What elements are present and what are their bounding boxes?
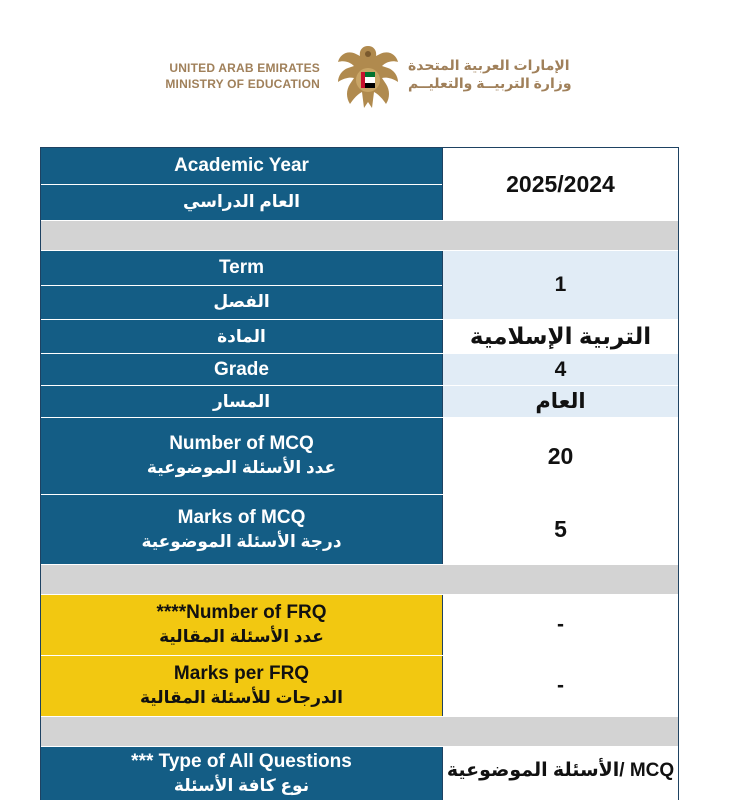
frq-marks-row bbox=[41, 656, 678, 717]
term-row bbox=[41, 251, 678, 320]
frq-marks-label-ar: الدرجات للأسئلة المقالية bbox=[139, 688, 344, 707]
grade-value-cell bbox=[442, 354, 678, 385]
table-spacer bbox=[41, 717, 678, 747]
ministry-header bbox=[0, 0, 731, 130]
frq-count-value-cell bbox=[442, 595, 678, 655]
table-spacer bbox=[41, 221, 678, 251]
mcq-marks-label bbox=[41, 495, 442, 564]
mcq-count-label-en: Number of MCQ bbox=[169, 433, 314, 454]
academic-year-row bbox=[41, 148, 678, 221]
question-type-label bbox=[41, 747, 442, 800]
mcq-marks-label-ar: درجة الأسئلة الموضوعية bbox=[141, 531, 342, 551]
mcq-count-row bbox=[41, 418, 678, 495]
grade-row bbox=[41, 354, 678, 386]
frq-marks-label-en: Marks per FRQ bbox=[173, 663, 310, 684]
frq-count-value: - bbox=[557, 613, 564, 636]
ministry-name-en: MINISTRY OF EDUCATION bbox=[165, 77, 320, 91]
term-label-ar: الفصل bbox=[41, 285, 442, 320]
track-label-ar: المسار bbox=[41, 386, 442, 417]
subject-row bbox=[41, 320, 678, 354]
frq-marks-value-cell bbox=[442, 656, 678, 716]
mcq-marks-row bbox=[41, 495, 678, 565]
subject-value: التربية الإسلامية bbox=[469, 323, 652, 349]
frq-count-label-ar: عدد الأسئلة المقالية bbox=[159, 627, 324, 646]
academic-year-value-cell bbox=[442, 148, 678, 220]
mcq-count-value-cell bbox=[442, 418, 678, 494]
subject-value-cell bbox=[442, 320, 678, 353]
track-row bbox=[41, 386, 678, 418]
mcq-marks-value: 5 bbox=[554, 516, 567, 542]
grade-value: 4 bbox=[554, 357, 567, 381]
mcq-count-label bbox=[41, 418, 442, 494]
term-label-en: Term bbox=[41, 251, 442, 285]
question-type-value: MCQ /الأسئلة الموضوعية bbox=[446, 760, 675, 781]
term-value: 1 bbox=[554, 273, 567, 296]
academic-year-label-ar: العام الدراسي bbox=[41, 184, 442, 221]
mcq-marks-value-cell bbox=[442, 495, 678, 564]
question-type-value-cell bbox=[442, 747, 678, 800]
exam-specification-table bbox=[40, 147, 679, 800]
ministry-name-english bbox=[128, 60, 320, 92]
academic-year-label-en: Academic Year bbox=[41, 148, 442, 184]
frq-marks-value: - bbox=[557, 674, 564, 697]
ministry-name-ar: وزارة التربيــة والتعليــم bbox=[408, 75, 572, 91]
frq-count-label-en: ****Number of FRQ bbox=[156, 602, 327, 623]
question-type-label-en: *** Type of All Questions bbox=[131, 751, 352, 772]
question-type-label-ar: نوع كافة الأسئلة bbox=[173, 776, 310, 795]
term-value-cell bbox=[442, 251, 678, 319]
mcq-count-label-ar: عدد الأسئلة الموضوعية bbox=[146, 458, 337, 477]
ministry-name-arabic bbox=[408, 56, 613, 92]
academic-year-value: 2025/2024 bbox=[506, 170, 615, 197]
uae-falcon-emblem-icon bbox=[334, 42, 402, 112]
track-value-cell bbox=[442, 386, 678, 417]
subject-label-ar: المادة bbox=[41, 320, 442, 353]
grade-label-en: Grade bbox=[41, 354, 442, 385]
mcq-count-value: 20 bbox=[547, 442, 574, 469]
country-name-ar: الإمارات العربية المتحدة bbox=[408, 57, 570, 73]
track-value: العام bbox=[535, 390, 586, 413]
mcq-marks-label-en: Marks of MCQ bbox=[177, 506, 306, 528]
frq-count-row bbox=[41, 595, 678, 656]
question-type-row bbox=[41, 747, 678, 800]
table-spacer bbox=[41, 565, 678, 595]
frq-count-label bbox=[41, 595, 442, 655]
country-name-en: UNITED ARAB EMIRATES bbox=[169, 61, 320, 75]
frq-marks-label bbox=[41, 656, 442, 716]
